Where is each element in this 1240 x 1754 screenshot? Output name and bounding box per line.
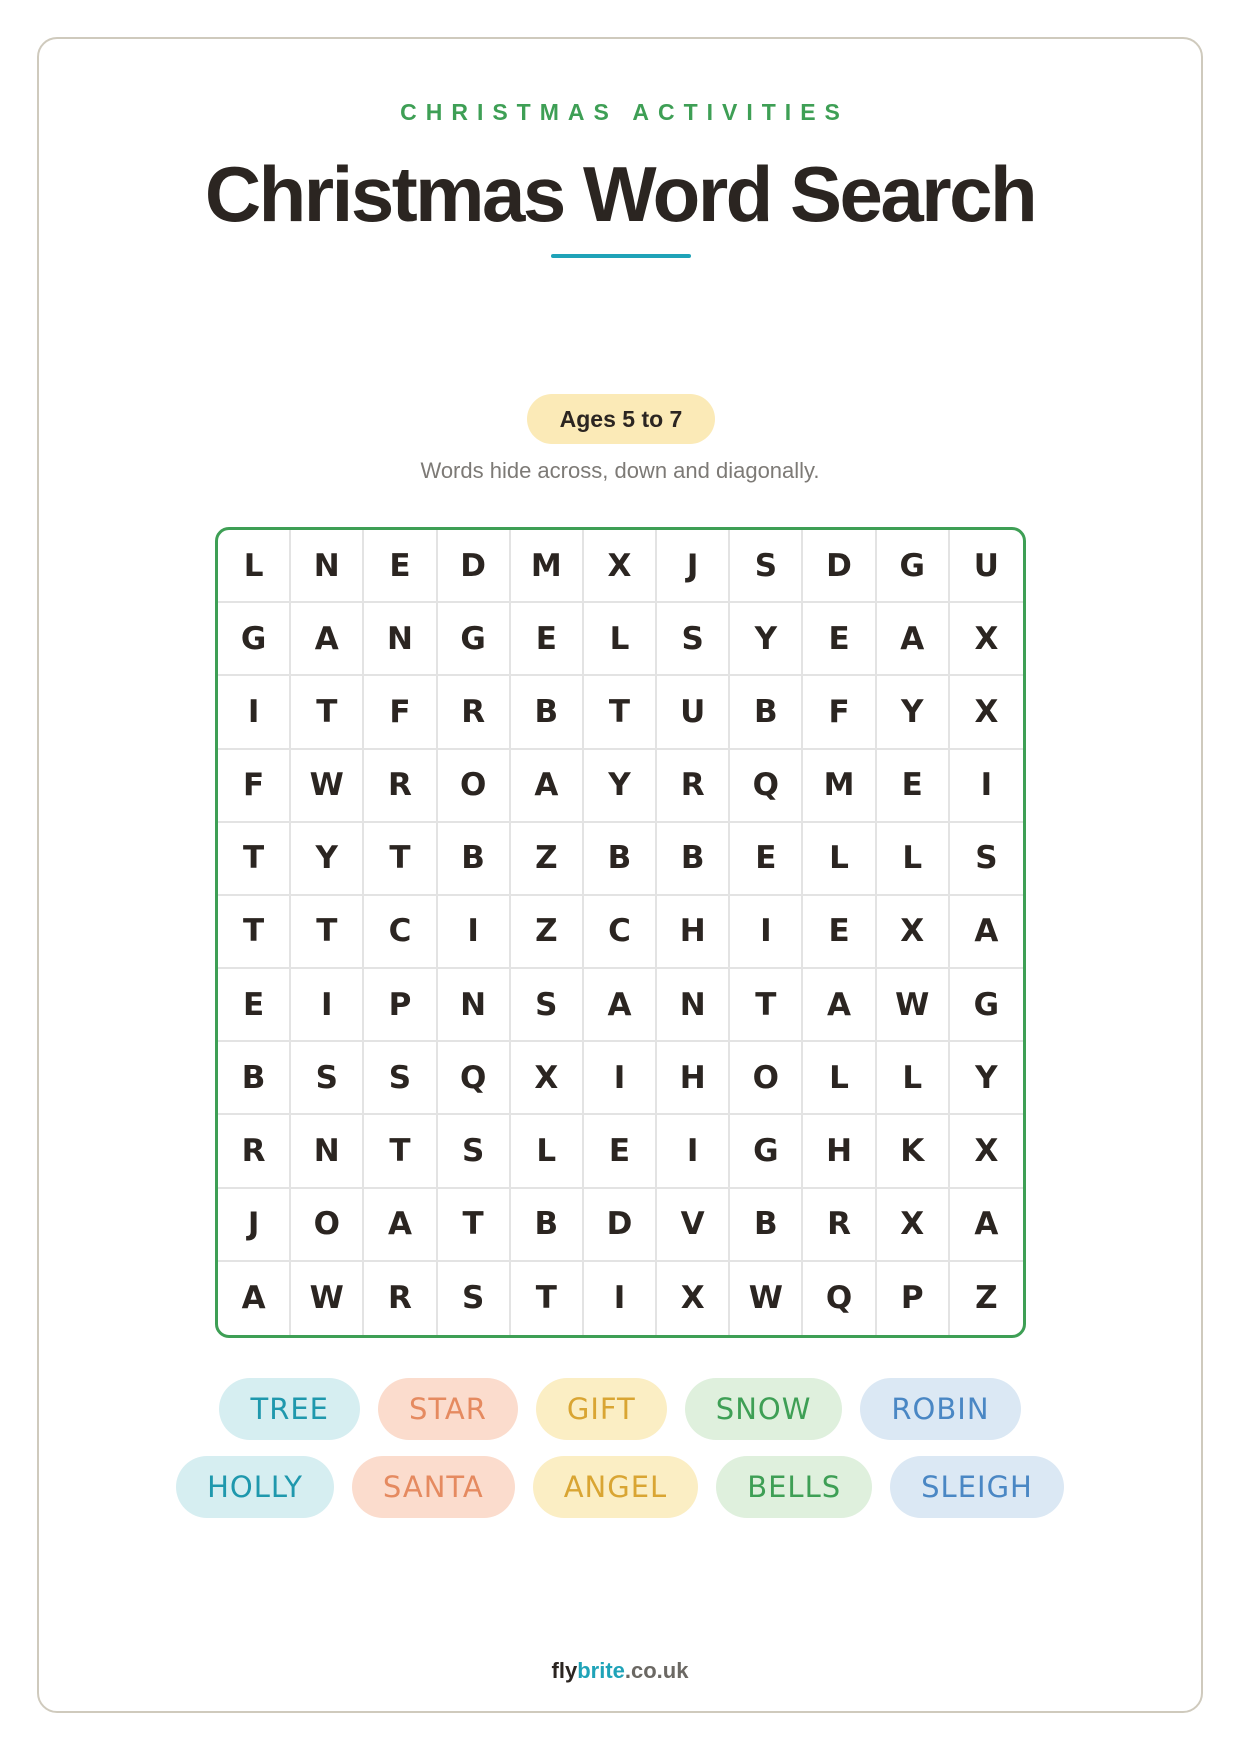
grid-cell[interactable]: L: [803, 823, 876, 896]
grid-cell[interactable]: F: [364, 676, 437, 749]
grid-cell[interactable]: N: [291, 530, 364, 603]
grid-cell[interactable]: Z: [511, 896, 584, 969]
grid-cell[interactable]: S: [364, 1042, 437, 1115]
grid-cell[interactable]: A: [950, 1189, 1023, 1262]
brand-domain: .co.uk: [624, 1658, 689, 1683]
grid-cell[interactable]: L: [877, 1042, 950, 1115]
grid-cell[interactable]: G: [950, 969, 1023, 1042]
grid-cell[interactable]: Z: [511, 823, 584, 896]
age-badge: Ages 5 to 7: [527, 394, 715, 444]
grid-cell[interactable]: E: [877, 750, 950, 823]
word-chip-angel: ANGEL: [533, 1456, 698, 1518]
grid-cell[interactable]: E: [218, 969, 291, 1042]
grid-cell[interactable]: W: [291, 750, 364, 823]
brand-brite: brite: [577, 1658, 625, 1683]
grid-cell[interactable]: W: [730, 1262, 803, 1335]
grid-cell[interactable]: U: [950, 530, 1023, 603]
grid-cell[interactable]: L: [877, 823, 950, 896]
grid-cell[interactable]: S: [438, 1262, 511, 1335]
word-chip-tree: TREE: [219, 1378, 360, 1440]
grid-cell[interactable]: F: [803, 676, 876, 749]
category-eyebrow: CHRISTMAS ACTIVITIES: [400, 99, 849, 125]
grid-cell[interactable]: D: [584, 1189, 657, 1262]
grid-cell[interactable]: B: [438, 823, 511, 896]
grid-cell[interactable]: B: [218, 1042, 291, 1115]
title-underline: [551, 254, 691, 258]
grid-cell[interactable]: A: [877, 603, 950, 676]
grid-cell[interactable]: T: [218, 896, 291, 969]
grid-cell[interactable]: B: [730, 1189, 803, 1262]
grid-cell[interactable]: T: [291, 896, 364, 969]
grid-cell[interactable]: T: [730, 969, 803, 1042]
grid-cell[interactable]: O: [438, 750, 511, 823]
grid-cell[interactable]: H: [657, 896, 730, 969]
grid-cell[interactable]: I: [950, 750, 1023, 823]
word-chip-santa: SANTA: [352, 1456, 515, 1518]
grid-cell[interactable]: J: [218, 1189, 291, 1262]
grid-cell[interactable]: A: [291, 603, 364, 676]
grid-cell[interactable]: N: [657, 969, 730, 1042]
grid-cell[interactable]: Q: [730, 750, 803, 823]
grid-cell[interactable]: X: [584, 530, 657, 603]
grid-cell[interactable]: B: [511, 1189, 584, 1262]
grid-cell[interactable]: E: [730, 823, 803, 896]
grid-cell[interactable]: A: [950, 896, 1023, 969]
grid-cell[interactable]: G: [218, 603, 291, 676]
grid-cell[interactable]: F: [218, 750, 291, 823]
grid-cell[interactable]: I: [584, 1262, 657, 1335]
grid-cell[interactable]: X: [950, 676, 1023, 749]
grid-cell[interactable]: B: [584, 823, 657, 896]
grid-cell[interactable]: T: [291, 676, 364, 749]
grid-cell[interactable]: R: [364, 1262, 437, 1335]
grid-cell[interactable]: R: [803, 1189, 876, 1262]
grid-cell[interactable]: T: [438, 1189, 511, 1262]
grid-cell[interactable]: X: [877, 1189, 950, 1262]
grid-cell[interactable]: Y: [730, 603, 803, 676]
grid-cell[interactable]: G: [438, 603, 511, 676]
grid-cell[interactable]: G: [730, 1115, 803, 1188]
grid-cell[interactable]: X: [950, 603, 1023, 676]
word-chip-snow: SNOW: [685, 1378, 843, 1440]
grid-cell[interactable]: D: [803, 530, 876, 603]
grid-cell[interactable]: P: [877, 1262, 950, 1335]
grid-cell[interactable]: A: [803, 969, 876, 1042]
grid-cell[interactable]: T: [364, 823, 437, 896]
instructions-text: Words hide across, down and diagonally.: [420, 458, 820, 483]
grid-cell[interactable]: E: [584, 1115, 657, 1188]
grid-cell[interactable]: M: [511, 530, 584, 603]
footer-brand[interactable]: [0, 1658, 1240, 1684]
grid-cell[interactable]: S: [950, 823, 1023, 896]
grid-cell[interactable]: M: [803, 750, 876, 823]
word-chip-sleigh: SLEIGH: [890, 1456, 1064, 1518]
grid-cell[interactable]: Q: [438, 1042, 511, 1115]
grid-cell[interactable]: K: [877, 1115, 950, 1188]
grid-cell[interactable]: T: [218, 823, 291, 896]
word-chip-gift: GIFT: [536, 1378, 667, 1440]
grid-cell[interactable]: S: [657, 603, 730, 676]
grid-cell[interactable]: L: [803, 1042, 876, 1115]
grid-cell[interactable]: B: [730, 676, 803, 749]
grid-cell[interactable]: O: [291, 1189, 364, 1262]
grid-cell[interactable]: L: [511, 1115, 584, 1188]
grid-cell[interactable]: A: [364, 1189, 437, 1262]
grid-cell[interactable]: T: [584, 676, 657, 749]
grid-cell[interactable]: B: [657, 823, 730, 896]
word-chip-robin: ROBIN: [860, 1378, 1020, 1440]
grid-cell[interactable]: U: [657, 676, 730, 749]
grid-cell[interactable]: N: [364, 603, 437, 676]
grid-cell[interactable]: Y: [877, 676, 950, 749]
grid-cell[interactable]: I: [584, 1042, 657, 1115]
grid-cell[interactable]: R: [657, 750, 730, 823]
page-title: Christmas Word Search: [204, 150, 1036, 238]
grid-cell[interactable]: I: [657, 1115, 730, 1188]
grid-cell[interactable]: A: [584, 969, 657, 1042]
grid-cell[interactable]: Q: [803, 1262, 876, 1335]
grid-cell[interactable]: E: [803, 896, 876, 969]
grid-cell[interactable]: I: [218, 676, 291, 749]
grid-cell[interactable]: X: [877, 896, 950, 969]
grid-cell[interactable]: E: [364, 530, 437, 603]
grid-cell[interactable]: Y: [584, 750, 657, 823]
grid-cell[interactable]: L: [584, 603, 657, 676]
grid-cell[interactable]: H: [657, 1042, 730, 1115]
grid-cell[interactable]: X: [657, 1262, 730, 1335]
grid-cell[interactable]: W: [291, 1262, 364, 1335]
grid-cell[interactable]: L: [218, 530, 291, 603]
grid-cell[interactable]: D: [438, 530, 511, 603]
grid-cell[interactable]: W: [877, 969, 950, 1042]
grid-cell[interactable]: B: [511, 676, 584, 749]
grid-cell[interactable]: S: [291, 1042, 364, 1115]
grid-cell[interactable]: S: [438, 1115, 511, 1188]
word-chip-bells: BELLS: [716, 1456, 872, 1518]
word-chip-holly: HOLLY: [176, 1456, 334, 1518]
grid-cell[interactable]: Z: [975, 1280, 998, 1317]
grid-cell[interactable]: S: [511, 969, 584, 1042]
grid-cell[interactable]: E: [803, 603, 876, 676]
grid-cell[interactable]: R: [218, 1115, 291, 1188]
grid-cell[interactable]: S: [730, 530, 803, 603]
grid-cell[interactable]: C: [584, 896, 657, 969]
grid-cell[interactable]: R: [364, 750, 437, 823]
brand-fly: fly: [551, 1658, 578, 1683]
word-search-grid: [215, 527, 1026, 1338]
grid-cell[interactable]: I: [730, 896, 803, 969]
grid-cell[interactable]: Y: [291, 823, 364, 896]
grid-cell[interactable]: C: [364, 896, 437, 969]
grid-cell[interactable]: H: [803, 1115, 876, 1188]
grid-cell[interactable]: R: [438, 676, 511, 749]
grid-cell[interactable]: I: [291, 969, 364, 1042]
grid-cell[interactable]: A: [511, 750, 584, 823]
grid-cell[interactable]: T: [364, 1115, 437, 1188]
grid-cell[interactable]: X: [950, 1115, 1023, 1188]
grid-cell[interactable]: P: [364, 969, 437, 1042]
grid-cell[interactable]: N: [291, 1115, 364, 1188]
word-list-row-1: [0, 1378, 1240, 1440]
grid-cell[interactable]: J: [657, 530, 730, 603]
word-chip-star: STAR: [378, 1378, 518, 1440]
grid-cell[interactable]: E: [511, 603, 584, 676]
grid-cell[interactable]: V: [657, 1189, 730, 1262]
grid-cell[interactable]: T: [511, 1262, 584, 1335]
word-list-row-2: [0, 1456, 1240, 1518]
grid-cell[interactable]: O: [730, 1042, 803, 1115]
grid-cell[interactable]: Y: [950, 1042, 1023, 1115]
grid-cell[interactable]: N: [438, 969, 511, 1042]
grid-cell[interactable]: I: [438, 896, 511, 969]
grid-cell[interactable]: G: [877, 530, 950, 603]
grid-cell[interactable]: A: [218, 1262, 291, 1335]
grid-cell[interactable]: X: [511, 1042, 584, 1115]
